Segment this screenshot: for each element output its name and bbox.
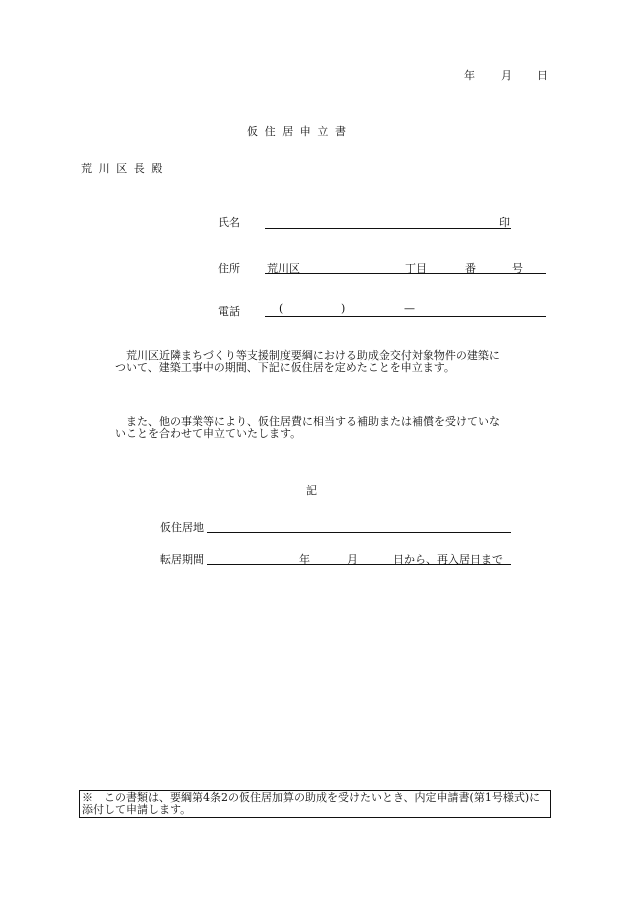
period-day-from: 日から、再入居日まで — [393, 553, 503, 566]
name-field-line[interactable] — [265, 228, 511, 229]
period-year: 年 — [299, 553, 310, 566]
address-field-line[interactable] — [265, 273, 546, 274]
name-label: 氏名 — [218, 216, 240, 229]
body-paragraph-1: 荒川区近隣まちづくり等支援制度要綱における助成金交付対象物件の建築について、建築工事中の期間、下記に仮住居を定めたことを申立ます。 — [115, 349, 500, 374]
address-ban: 番 — [465, 262, 476, 275]
address-go: 号 — [512, 262, 523, 275]
period-field-line[interactable] — [207, 564, 511, 565]
document-title: 仮住居申立書 — [247, 125, 353, 138]
seal-mark: 印 — [499, 216, 510, 229]
date-year-label: 年 — [464, 69, 475, 82]
phone-paren-open: ( — [279, 302, 284, 315]
addressee: 荒川区長殿 — [81, 162, 169, 175]
address-label: 住所 — [218, 262, 240, 275]
temp-residence-label: 仮住居地 — [160, 521, 204, 534]
phone-label: 電話 — [218, 305, 240, 318]
date-month-label: 月 — [501, 69, 512, 82]
period-label: 転居期間 — [160, 553, 204, 566]
ki-heading: 記 — [306, 484, 317, 497]
phone-paren-close: ) — [341, 302, 346, 315]
phone-field-line[interactable] — [265, 316, 546, 317]
phone-dash: — — [404, 302, 415, 315]
period-month: 月 — [347, 553, 358, 566]
note-box: ※ この書類は、要綱第4条2の仮住居加算の助成を受けたいとき、内定申請書(第1号様式)に添付して申請します。 — [79, 790, 551, 818]
temp-residence-field-line[interactable] — [207, 532, 511, 533]
date-day-label: 日 — [537, 69, 548, 82]
address-chome: 丁目 — [405, 262, 427, 275]
body-paragraph-2: また、他の事業等により、仮住居費に相当する補助または補償を受けていないことを合わせて申立ていたします。 — [115, 415, 500, 440]
address-ward: 荒川区 — [267, 262, 300, 275]
